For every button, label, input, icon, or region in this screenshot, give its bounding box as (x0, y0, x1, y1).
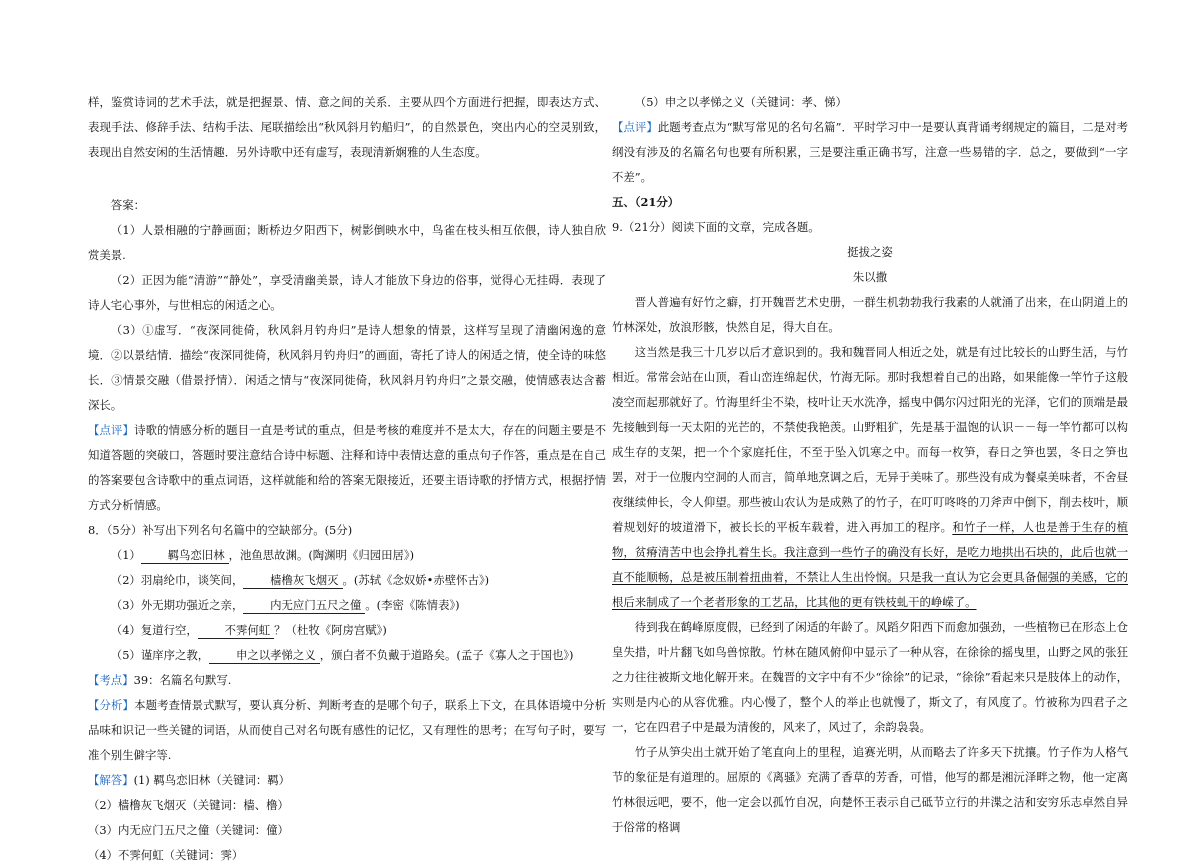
solution-1 (88, 768, 606, 793)
article-paragraph-4: 竹子从笋尖出土就开始了笔直向上的里程，追赛光明，从而略去了许多天下扰攘。竹子作为人格气节的象征是有道理的。屈原的《离骚》充满了香草的芳香，可惜，他写的都是湘沅泽畔之物，他一定离竹林很远吧，要不，他一定会以孤竹自况，向楚怀王表示自己砥节立行的井渫之洁和安穷乐志卓然自异于俗常的格调 (612, 745, 1128, 834)
blank-1-suffix: ，池鱼思故渊。(陶渊明《归园田居》) (228, 548, 415, 562)
blank-2 (88, 568, 606, 593)
test-point (88, 668, 606, 693)
blank-5-prefix: （5）谨庠序之教， (110, 648, 210, 662)
blank-4-answer: 不霁何虹 (198, 622, 274, 639)
article-author: 朱以撒 (852, 270, 888, 284)
question-8: 8．（5分）补写出下列名句名篇中的空缺部分。(5分) (88, 523, 353, 537)
solution-tag: 【解答】 (88, 773, 134, 787)
blank-3-prefix: （3）外无期功强近之亲， (110, 598, 244, 612)
article-paragraph-3: 待到我在鹤峰原度假，已经到了闲适的年龄了。风蹈夕阳西下而愈加强劲，一些植物已在形态上仓皇失措，叶片翻飞如鸟兽惊散。竹林在随风俯仰中显示了一种从容，在徐徐的摇曳里，山野之风的张狂之力往往被斯文地化解开来。在魏晋的文字中有不少“徐徐”的记录，“徐徐”看起来只是肢体上的动作，实则是内心的从容优雅。内心慢了，整个人的举止也就慢了，斯文了，有风度了。竹被称为四君子之一，它在四君子中是最为清俊的，风来了，风过了，余韵袅袅。 (612, 620, 1128, 734)
test-point-text: 39：名篇名句默写. (133, 673, 232, 687)
right-column (612, 90, 1128, 840)
answer-3: （3）①虚写．“夜深同徙倚，秋风斜月钓舟归”是诗人想象的情景，这样写呈现了清幽闲逸的意境．②以景结情．描绘“夜深同徙倚，秋风斜月钓舟归”的画面，寄托了诗人的闲适之情，使全诗的味悠长．③情景交融（借景抒情）．闲适之情与“夜深同徙倚，秋风斜月钓舟归”之景交融，使情感表达含蓄深长。 (88, 323, 606, 412)
comment-text-2: 此题考查点为“默写常见的名句名篇”．平时学习中一是要认真背诵考纲规定的篇目，二是对考纲没有涉及的名篇名句也要有所积累，三是要注重正确书写，注意一些易错的字．总之，要做到“一字不差”。 (612, 120, 1128, 184)
question-9: 9.（21分）阅读下面的文章，完成各题。 (612, 220, 820, 234)
blank-5 (88, 643, 606, 668)
answer-label: 答案： (110, 198, 145, 212)
blank-4-suffix: ？（杜牧《阿房宫赋》) (274, 623, 387, 637)
left-column (88, 90, 606, 868)
comment-tag: 【点评】 (88, 423, 135, 437)
solution-4: （4）不霁何虹（关键词：霁） (88, 848, 244, 862)
solution-5: （5）申之以孝悌之义（关键词：孝、悌） (634, 95, 848, 109)
blank-3-answer: 内无应门五尺之僮 (243, 597, 365, 614)
solution-3: （3）内无应门五尺之僮（关键词：僮） (88, 823, 289, 837)
blank-1-prefix: （1） (110, 548, 141, 562)
analysis-block (88, 693, 606, 768)
underlined-passage: 和竹子一样，人也是善于生存的植物，贫瘠清苦中也会挣扎着生长。我注意到一些竹子的确没有长好，是吃力地拱出石块的，此后也就一直不能顺畅，总是被压制着扭曲着，不禁让人生出怜悯。只是我一直认为它会更具备倔强的美感，它的根后来制成了一个老者形象的工艺品，比其他的更有铁枝虬干的峥嵘了。 (612, 520, 1128, 609)
article-paragraph-2 (612, 340, 1128, 615)
comment-tag-2: 【点评】 (612, 120, 658, 134)
article-title: 挺拔之姿 (847, 245, 893, 259)
blank-5-answer: 申之以孝悌之义 (209, 647, 320, 664)
blank-4 (88, 618, 606, 643)
solution-1-text: (1) 羁鸟恋旧林（关键词：羁） (133, 773, 291, 787)
comment-paragraph-2 (612, 115, 1128, 190)
article-paragraph-1: 晋人普遍有好竹之癖，打开魏晋艺术史册，一群生机勃勃我行我素的人就涌了出来，在山阴道上的竹林深处，放浪形骸，快然自足，得大自在。 (612, 295, 1128, 334)
analysis-tag: 【分析】 (88, 698, 135, 712)
blank-4-prefix: （4）复道行空， (110, 623, 198, 637)
answer-1: （1）人景相融的宁静画面；断桥边夕阳西下，树影倒映水中，鸟雀在枝头相互依偎，诗人独自欣赏美景. (88, 223, 606, 262)
comment-paragraph (88, 418, 606, 518)
blank-2-prefix: （2）羽扇纶巾，谈笑间， (110, 573, 244, 587)
paragraph-2-text: 这当然是我三十几岁以后才意识到的。我和魏晋同人相近之处，就是有过比较长的山野生活，与竹相近。常常会站在山顶，看山峦连绵起伏，竹海无际。那时我想着自己的出路，如果能像一竿竹子这般凌空而起那就好了。竹海里纤尘不染，枝叶让天水洗净，摇曳中偶尔闪过阳光的光泽，它们的顶端是最先接触到每一天太阳的光芒的，不禁使我艳羡。山野粗犷，先是基于温饱的认识－－每一竿竹都可以构成生存的支架，把一个个家庭托住，不至于坠入饥寒之中。而每一枚笋，春日之笋也罢，冬日之笋也罢，对于一位腹内空洞的人而言，简单地烹调之后，无异于美味了。那些没有成为餐桌美味者，不舍昼夜继续伸长，令人仰望。那些被山农认为是成熟了的竹子，在叮叮咚咚的刀斧声中倒下，削去枝叶，顺着规划好的坡道滑下，被长长的平板车载着，进入再加工的程序。 (612, 345, 1128, 534)
analysis-text: 本题考查情景式默写，要认真分析、判断考查的是哪个句子，联系上下文，在具体语境中分析品味和识记一些关键的词语，从而使自己对名句既有感性的记忆，又有理性的思考；在写句子时，要写准个别生僻字等. (88, 698, 606, 762)
comment-text: 诗歌的情感分析的题目一直是考试的重点，但是考核的难度并不是太大，存在的问题主要是不知道答题的突破口，答题时要注意结合诗中标题、注释和诗中表情达意的重点句子作答，重点是在自己的答案要包含诗歌中的重点词语，这样就能和给的答案无限接近，还要主语诗歌的抒情方式，根据抒情方式分析情感。 (88, 423, 606, 512)
blank-1-answer: 羁鸟恋旧林 (141, 547, 229, 564)
answer-2: （2）正因为能“清游”“静处”，享受清幽美景，诗人才能放下身边的俗事，觉得心无挂碍．表现了诗人宅心事外，与世相忘的闲适之心。 (88, 273, 606, 312)
blank-1 (88, 543, 606, 568)
blank-3-suffix: 。(李密《陈情表》) (365, 598, 460, 612)
blank-2-answer: 樯橹灰飞烟灭 (243, 572, 342, 589)
section-heading: 五、（21分） (612, 195, 680, 209)
blank-2-suffix: 。(苏轼《念奴娇•赤壁怀古》) (342, 573, 490, 587)
test-point-tag: 【考点】 (88, 673, 134, 687)
analysis-paragraph: 样，鉴赏诗词的艺术手法，就是把握景、情、意之间的关系．主要从四个方面进行把握，即表达方式、表现手法、修辞手法、结构手法、尾联描绘出“秋风斜月钓船归”，的自然景色，突出内心的空灵别致，表现出自然安闲的生活情趣．另外诗歌中还有虚写，表现清新娴雅的人生态度。 (88, 95, 606, 159)
blank-3 (88, 593, 606, 618)
solution-2: （2）樯橹灰飞烟灭（关键词：樯、橹） (88, 798, 289, 812)
blank-5-suffix: ，颁白者不负戴于道路矣。(孟子《寡人之于国也》) (319, 648, 574, 662)
